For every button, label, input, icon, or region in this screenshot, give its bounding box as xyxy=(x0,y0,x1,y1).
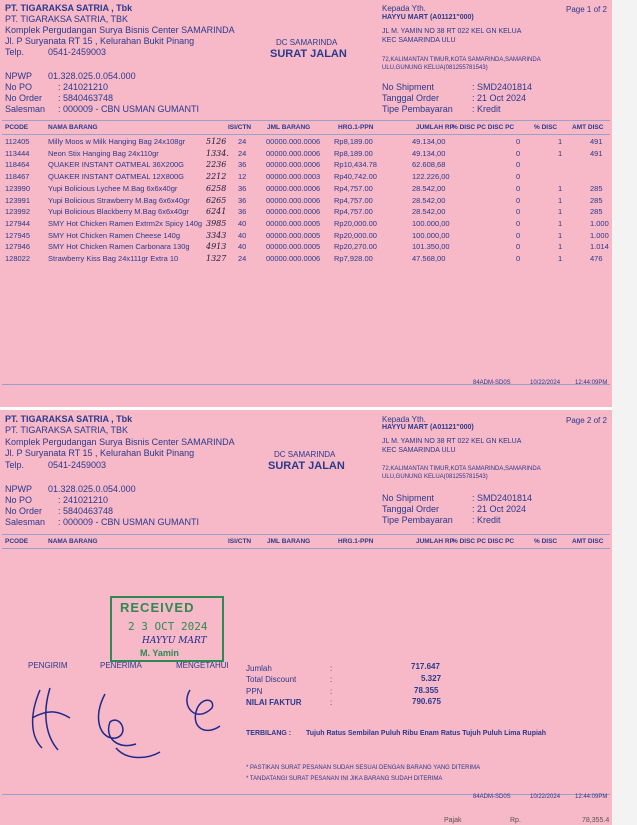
jumlah-value: 717.647 xyxy=(411,662,440,671)
table-row xyxy=(0,242,612,253)
cell-isi: 36 xyxy=(238,183,247,193)
footer-date: 10/22/2024 xyxy=(530,380,561,386)
col-pdisc: % DISC xyxy=(534,124,558,131)
cell-jumlah: 100.000,00 xyxy=(412,218,450,228)
footer-time: 12:44:09PM xyxy=(575,794,608,800)
table-row xyxy=(0,219,612,230)
noorder-value: : 5840463748 xyxy=(58,93,114,103)
dc-name: DC SAMARINDA xyxy=(274,450,336,459)
footer-time: 12:44:09PM xyxy=(575,380,608,386)
salesman-label: Salesman xyxy=(5,104,46,114)
cell-disc-pc: 0 xyxy=(516,254,521,263)
penerima-label: PENERIMA xyxy=(100,661,142,670)
cell-jml: 00000.000.0006 xyxy=(266,137,321,146)
cell-pcode: 123991 xyxy=(5,195,31,205)
document-page-2 xyxy=(0,410,612,825)
npwp-label: NPWP xyxy=(5,71,32,81)
col-jml: JML BARANG xyxy=(267,124,311,131)
table-row xyxy=(0,231,612,242)
cell-disc: 1 xyxy=(558,207,563,217)
table-row xyxy=(0,184,612,195)
cell-amt: 285 xyxy=(590,195,603,205)
cell-jumlah: 122.226,00 xyxy=(412,172,450,182)
customer-address-2: KEC SAMARINDA ULU xyxy=(382,447,456,454)
cell-isi: 36 xyxy=(238,207,247,217)
background-margin xyxy=(612,0,637,825)
footer-date: 10/22/2024 xyxy=(530,794,561,800)
stamp-title: RECEIVED xyxy=(120,600,195,615)
table-header xyxy=(0,538,612,548)
cell-amt: 285 xyxy=(590,207,603,217)
cell-nama: Strawberry Kiss Bag 24x111gr Extra 10 xyxy=(48,254,179,263)
telp-value: 0541-2459003 xyxy=(48,47,107,57)
colon: : xyxy=(330,675,333,684)
cell-handwritten: 2212 xyxy=(206,172,227,182)
col-amt: AMT DISC xyxy=(572,538,604,545)
cell-handwritten: 6258 xyxy=(206,183,227,193)
kepada-label: Kepada Yth. xyxy=(382,415,426,424)
cell-jumlah: 100.000,00 xyxy=(412,230,450,240)
cell-jumlah: 28.542,00 xyxy=(412,195,446,205)
col-hrg: HRG.1-PPN xyxy=(338,538,374,545)
tgl-value: : 21 Oct 2024 xyxy=(472,504,527,514)
colon: : xyxy=(330,664,333,673)
cell-handwritten: 6265 xyxy=(206,195,227,205)
cell-amt: 1.000 xyxy=(590,218,609,228)
noship-value: : SMD2401814 xyxy=(472,82,533,92)
cell-disc: 1 xyxy=(558,183,563,193)
cell-isi: 40 xyxy=(238,242,247,252)
company-address: Komplek Pergudangan Surya Bisnis Center SAMARINDA xyxy=(5,437,235,447)
customer-address-1: JL M. YAMIN NO 38 RT 022 KEL GN KELUA xyxy=(382,28,522,35)
company-address-2: Jl. P Suryanata RT 15 , Kelurahan Bukit Pinang xyxy=(5,36,195,46)
received-stamp xyxy=(110,596,224,662)
cell-nama: QUAKER INSTANT OATMEAL 12X800G xyxy=(48,172,185,182)
cell-jml: 00000.000.0005 xyxy=(266,218,321,228)
dc-name: DC SAMARINDA xyxy=(276,38,338,47)
col-isi: ISI/CTN xyxy=(228,538,252,545)
cell-jumlah: 49.134,00 xyxy=(412,137,446,146)
table-row xyxy=(0,172,612,183)
bottom-strip-value: 78,355.4 xyxy=(582,817,610,824)
divider xyxy=(2,534,610,535)
cell-handwritten: 3343 xyxy=(206,230,227,240)
cell-disc: 1 xyxy=(558,218,563,228)
cell-disc-pc: 0 xyxy=(516,137,521,146)
noorder-label: No Order xyxy=(5,506,43,516)
nilai-value: 790.675 xyxy=(412,697,441,706)
cell-jumlah: 28.542,00 xyxy=(412,207,446,217)
note-2: * TANDATANGI SURAT PESANAN INI JIKA BARANG SUDAH DITERIMA xyxy=(246,776,443,782)
cell-handwritten: 6241 xyxy=(206,207,227,217)
cell-disc-pc: 0 xyxy=(516,195,521,205)
company-address: Komplek Pergudangan Surya Bisnis Center SAMARINDA xyxy=(5,25,235,35)
col-jumlah: JUMLAH RP xyxy=(416,538,454,545)
table-row xyxy=(0,137,612,148)
salesman-value: : 000009 - CBN USMAN GUMANTI xyxy=(58,517,200,527)
terbilang-text: Tujuh Ratus Sembilan Puluh Ribu Enam Ratus Tujuh Puluh Lima Rupiah xyxy=(306,730,547,737)
cell-disc: 1 xyxy=(558,137,563,146)
cell-jml: 00000.000.0006 xyxy=(266,195,321,205)
cell-hrg: Rp4,757.00 xyxy=(334,195,373,205)
cell-pcode: 123992 xyxy=(5,207,31,217)
tipe-value: : Kredit xyxy=(472,515,501,525)
telp-value: 0541-2459003 xyxy=(48,460,107,470)
customer-name: HAYYU MART (A01121"000) xyxy=(382,14,474,21)
col-pcode: PCODE xyxy=(5,538,29,545)
cell-handwritten: 4913 xyxy=(206,242,227,252)
cell-disc: 1 xyxy=(558,195,563,205)
col-isi: ISI/CTN xyxy=(228,124,252,131)
cell-hrg: Rp4,757.00 xyxy=(334,207,373,217)
cell-disc-pc: 0 xyxy=(516,207,521,217)
cell-disc-pc: 0 xyxy=(516,148,521,158)
cell-disc: 1 xyxy=(558,230,563,240)
cell-pcode: 112405 xyxy=(5,137,30,146)
company-name: PT. TIGARAKSA SATRIA , Tbk xyxy=(5,3,133,13)
cell-pcode: 118467 xyxy=(5,172,30,182)
noship-label: No Shipment xyxy=(382,493,435,503)
cell-disc-pc: 0 xyxy=(516,172,521,182)
tgl-label: Tanggal Order xyxy=(382,504,440,514)
customer-address-3: 72,KALIMANTAN TIMUR,KOTA SAMARINDA,SAMARINDA xyxy=(382,466,541,472)
ppn-value: 78.355 xyxy=(414,686,439,695)
cell-handwritten: 5126 xyxy=(206,137,227,146)
nopo-label: No PO xyxy=(5,495,33,505)
cell-pcode: 113444 xyxy=(5,148,30,158)
cell-jml: 00000.000.0003 xyxy=(266,172,321,182)
company-name: PT. TIGARAKSA SATRIA , Tbk xyxy=(5,414,133,424)
page-number: Page 1 of 2 xyxy=(566,5,607,14)
cell-jml: 00000.000.0006 xyxy=(266,148,321,158)
kepada-label: Kepada Yth. xyxy=(382,4,426,13)
telp-label: Telp. xyxy=(5,47,25,57)
ppn-label: PPN xyxy=(246,687,263,696)
cell-disc: 1 xyxy=(558,242,563,252)
cell-nama: Yupi Bolicious Strawberry M.Bag 6x6x40gr xyxy=(48,195,190,205)
nilai-label: NILAI FAKTUR xyxy=(246,698,302,707)
col-pcode: PCODE xyxy=(5,124,29,131)
table-header xyxy=(0,124,612,134)
company-name-secondary: PT. TIGARAKSA SATRIA, TBK xyxy=(5,14,129,24)
cell-isi: 24 xyxy=(238,148,247,158)
cell-jml: 00000.000.0005 xyxy=(266,230,321,240)
table-row xyxy=(0,254,612,265)
cell-hrg: Rp20,000.00 xyxy=(334,218,377,228)
cell-jml: 00000.000.0006 xyxy=(266,207,321,217)
footer-code: 84ADM-SD0S xyxy=(473,794,511,800)
cell-isi: 36 xyxy=(238,195,247,205)
cell-pcode: 127946 xyxy=(5,242,31,252)
cell-isi: 24 xyxy=(238,254,247,263)
cell-pcode: 123990 xyxy=(5,183,31,193)
customer-address-4: ULU,GUNUNG KELUA(081255781543) xyxy=(382,65,488,71)
cell-handwritten: 1327 xyxy=(206,254,227,263)
customer-address-4: ULU,GUNUNG KELUA(081255781543) xyxy=(382,474,488,480)
cell-nama: SMY Hot Chicken Ramen Carbonara 130g xyxy=(48,242,190,252)
cell-pcode: 127945 xyxy=(5,230,31,240)
stamp-name-2: M. Yamin xyxy=(140,648,179,658)
col-amt: AMT DISC xyxy=(572,124,604,131)
col-disc: % DISC PC DISC PC xyxy=(452,124,515,131)
cell-disc-pc: 0 xyxy=(516,160,521,170)
col-jml: JML BARANG xyxy=(267,538,311,545)
disc-value: 5.327 xyxy=(421,674,442,683)
salesman-label: Salesman xyxy=(5,517,46,527)
cell-jumlah: 62.608,68 xyxy=(412,160,446,170)
cell-jml: 00000.000.0006 xyxy=(266,183,321,193)
cell-isi: 36 xyxy=(238,160,247,170)
npwp-value: 01.328.025.0.054.000 xyxy=(48,71,136,81)
col-nama: NAMA BARANG xyxy=(48,124,98,131)
cell-isi: 40 xyxy=(238,230,247,240)
cell-jumlah: 49.134,00 xyxy=(412,148,446,158)
cell-handwritten: 3985 xyxy=(206,218,227,228)
cell-jml: 00000.000.0006 xyxy=(266,160,321,170)
cell-nama: Yupi Bolicious Lychee M.Bag 6x6x40gr xyxy=(48,183,178,193)
page-number: Page 2 of 2 xyxy=(566,416,607,425)
cell-disc: 1 xyxy=(558,148,563,158)
cell-amt: 1.014 xyxy=(590,242,609,252)
cell-disc-pc: 0 xyxy=(516,183,521,193)
cell-jumlah: 101.350,00 xyxy=(412,242,450,252)
doc-title: SURAT JALAN xyxy=(268,460,345,472)
divider xyxy=(2,548,610,549)
company-address-2: Jl. P Suryanata RT 15 , Kelurahan Bukit Pinang xyxy=(5,448,195,458)
cell-hrg: Rp4,757.00 xyxy=(334,183,373,193)
cell-amt: 1.000 xyxy=(590,230,609,240)
cell-nama: SMY Hot Chicken Ramen Extrm2x Spicy 140g xyxy=(48,218,203,228)
divider xyxy=(2,120,610,121)
cell-nama: Milly Moos w Milk Hanging Bag 24x108gr xyxy=(48,137,186,146)
noship-value: : SMD2401814 xyxy=(472,493,533,503)
cell-jumlah: 47.568,00 xyxy=(412,254,446,263)
tipe-label: Tipe Pembayaran xyxy=(382,515,453,525)
cell-hrg: Rp20,000.00 xyxy=(334,230,377,240)
bottom-strip-label: Pajak xyxy=(444,817,462,824)
pengirim-label: PENGIRIM xyxy=(28,661,68,670)
cell-disc-pc: 0 xyxy=(516,218,521,228)
cell-jml: 00000.000.0006 xyxy=(266,254,321,263)
col-disc: % DISC PC DISC PC xyxy=(452,538,515,545)
table-row xyxy=(0,149,612,160)
cell-nama: Neon Stix Hanging Bag 24x110gr xyxy=(48,148,159,158)
cell-amt: 491 xyxy=(590,148,603,158)
cell-disc-pc: 0 xyxy=(516,242,521,252)
salesman-value: : 000009 - CBN USMAN GUMANTI xyxy=(58,104,200,114)
telp-label: Telp. xyxy=(5,460,25,470)
bottom-strip-currency: Rp. xyxy=(510,817,521,824)
cell-disc: 1 xyxy=(558,254,563,263)
col-pdisc: % DISC xyxy=(534,538,558,545)
customer-name: HAYYU MART (A01121"000) xyxy=(382,424,474,431)
noorder-label: No Order xyxy=(5,93,43,103)
cell-hrg: Rp20,270.00 xyxy=(334,242,377,252)
tipe-label: Tipe Pembayaran xyxy=(382,104,453,114)
colon: : xyxy=(330,687,333,696)
customer-address-1: JL M. YAMIN NO 38 RT 022 KEL GN KELUA xyxy=(382,438,522,445)
col-jumlah: JUMLAH RP xyxy=(416,124,454,131)
stamp-date: 2 3 OCT 2024 xyxy=(128,620,208,633)
tgl-value: : 21 Oct 2024 xyxy=(472,93,527,103)
tipe-value: : Kredit xyxy=(472,104,501,114)
cell-disc-pc: 0 xyxy=(516,230,521,240)
company-name-secondary: PT. TIGARAKSA SATRIA, TBK xyxy=(5,425,129,435)
colon: : xyxy=(330,698,333,707)
cell-nama: SMY Hot Chicken Ramen Cheese 140g xyxy=(48,230,181,240)
divider xyxy=(2,384,610,385)
cell-hrg: Rp8,189.00 xyxy=(334,137,373,146)
stamp-name-1: HAYYU MART xyxy=(142,636,207,646)
cell-isi: 40 xyxy=(238,218,247,228)
cell-hrg: Rp40,742.00 xyxy=(334,172,377,182)
note-1: * PASTIKAN SURAT PESANAN SUDAH SESUAI DENGAN BARANG YANG DITERIMA xyxy=(246,765,481,771)
terbilang-label: TERBILANG : xyxy=(246,730,292,737)
cell-hrg: Rp10,434.78 xyxy=(334,160,377,170)
table-row xyxy=(0,196,612,207)
cell-amt: 476 xyxy=(590,254,603,263)
signature-scribbles xyxy=(20,678,240,768)
cell-jumlah: 28.542,00 xyxy=(412,183,446,193)
cell-pcode: 127944 xyxy=(5,218,31,228)
cell-nama: QUAKER INSTANT OATMEAL 36X200G xyxy=(48,160,185,170)
cell-isi: 24 xyxy=(238,137,247,146)
divider xyxy=(2,794,610,795)
cell-handwritten: 1334. xyxy=(206,148,229,158)
divider xyxy=(2,134,610,135)
customer-address-3: 72,KALIMANTAN TIMUR,KOTA SAMARINDA,SAMARINDA xyxy=(382,57,541,63)
nopo-value: : 241021210 xyxy=(58,495,109,505)
nopo-label: No PO xyxy=(5,82,33,92)
jumlah-label: Jumlah xyxy=(246,664,272,673)
noorder-value: : 5840463748 xyxy=(58,506,114,516)
cell-amt: 285 xyxy=(590,183,603,193)
tgl-label: Tanggal Order xyxy=(382,93,440,103)
customer-address-2: KEC SAMARINDA ULU xyxy=(382,37,456,44)
table-row xyxy=(0,160,612,171)
cell-pcode: 118464 xyxy=(5,160,30,170)
noship-label: No Shipment xyxy=(382,82,435,92)
cell-handwritten: 2236 xyxy=(206,160,227,170)
mengetahui-label: MENGETAHUI xyxy=(176,661,229,670)
doc-title: SURAT JALAN xyxy=(270,48,347,60)
cell-hrg: Rp8,189.00 xyxy=(334,148,373,158)
disc-label: Total Discount xyxy=(246,675,297,684)
cell-nama: Yupi Bolicious Blackberry M.Bag 6x6x40gr xyxy=(48,207,189,217)
cell-hrg: Rp7,928.00 xyxy=(334,254,373,263)
cell-jml: 00000.000.0005 xyxy=(266,242,321,252)
document-page-1 xyxy=(0,0,612,407)
cell-amt: 491 xyxy=(590,137,603,146)
cell-isi: 12 xyxy=(238,172,247,182)
col-nama: NAMA BARANG xyxy=(48,538,98,545)
col-hrg: HRG.1-PPN xyxy=(338,124,374,131)
table-row xyxy=(0,207,612,218)
nopo-value: : 241021210 xyxy=(58,82,109,92)
cell-pcode: 128022 xyxy=(5,254,31,263)
footer-code: 84ADM-SD0S xyxy=(473,380,511,386)
npwp-value: 01.328.025.0.054.000 xyxy=(48,484,136,494)
npwp-label: NPWP xyxy=(5,484,32,494)
